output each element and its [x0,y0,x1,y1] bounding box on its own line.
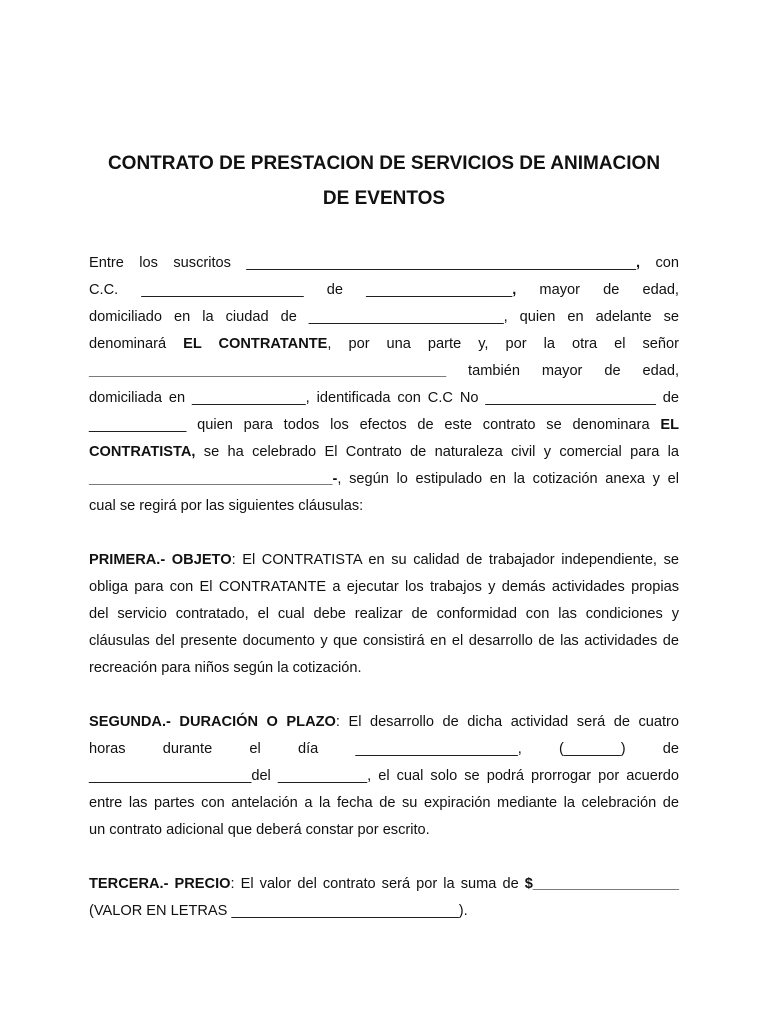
intro-line [89,250,679,277]
intro-text: , por una parte y, por la otra el señor [327,336,679,352]
intro-line [89,358,679,385]
title-line-2: DE EVENTOS [322,188,446,209]
intro-line [89,277,679,304]
name-blank: ____________________________________________ [89,363,447,379]
intro-line [89,466,679,493]
clause-line [89,871,679,898]
clause-text: : El CONTRATISTA en su calidad de trabajador independiente, se [231,552,679,568]
intro-text: con [640,255,679,271]
intro-text: ____________ quien para todos los efectos de este contrato se denominara [89,417,661,433]
clause-line: un contrato adicional que deberá constar por escrito. [89,822,430,838]
clause-line: cláusulas del presente documento y que consistirá en el desarrollo de las actividades de [89,633,679,649]
clause-heading: TERCERA.- PRECIO [89,876,231,892]
contratista-label: EL [660,417,679,433]
paragraph-spacer [89,520,679,547]
intro-text: C.C. ____________________ de __________________ [89,282,513,298]
clause-line: horas durante el día ____________________, (_______) de [89,741,679,757]
clause-line: del servicio contratado, el cual debe realizar de conformidad con las condiciones y [89,606,679,622]
intro-text: mayor de edad, [516,282,679,298]
paragraph-spacer [89,844,679,871]
intro-line [89,439,679,466]
intro-comma: , [512,282,517,298]
purpose-blank: ______________________________- [89,471,338,487]
intro-comma: , [635,255,641,271]
intro-line: cual se regirá por las siguientes cláusulas: [89,498,364,514]
clause-primera [89,547,679,682]
intro-text: Entre los suscritos ________________________________________________ [89,255,636,271]
clause-heading: SEGUNDA.- DURACIÓN O PLAZO [89,714,336,730]
document-title [89,0,679,216]
contratista-label: CONTRATISTA, [89,444,196,460]
intro-line [89,412,679,439]
clause-tercera [89,871,679,925]
clause-line: recreación para niños según la cotización. [89,660,362,676]
clause-heading: PRIMERA.- OBJETO [89,552,232,568]
clause-segunda [89,709,679,844]
intro-line: domiciliado en la ciudad de ________________________, quien en adelante se [89,309,679,325]
clause-line [89,709,679,736]
intro-line: domiciliada en ______________, identificada con C.C No _____________________ de [89,390,679,406]
price-blank: $__________________ [524,876,679,892]
clause-line: (VALOR EN LETRAS ____________________________). [89,903,468,919]
clause-line [89,547,679,574]
intro-text: se ha celebrado El Contrato de naturaleza civil y comercial para la [195,444,679,460]
intro-text: también mayor de edad, [446,363,679,379]
title-line-1: CONTRATO DE PRESTACION DE SERVICIOS DE ANIMACION [107,153,661,174]
paragraph-spacer [89,682,679,709]
clause-line: obliga para con El CONTRATANTE a ejecutar los trabajos y demás actividades propias [89,579,679,595]
intro-line [89,331,679,358]
clause-text: : El desarrollo de dicha actividad será de cuatro [335,714,680,730]
intro-text: , según lo estipulado en la cotización anexa y el [337,471,679,487]
clause-line: ____________________del ___________, el cual solo se podrá prorrogar por acuerdo [89,768,679,784]
contratante-label: EL CONTRATANTE [183,336,328,352]
clause-line: entre las partes con antelación a la fecha de su expiración mediante la celebración de [89,795,679,811]
clause-text: : El valor del contrato será por la suma de [230,876,525,892]
intro-paragraph [89,250,679,520]
intro-text: denominará [89,336,184,352]
